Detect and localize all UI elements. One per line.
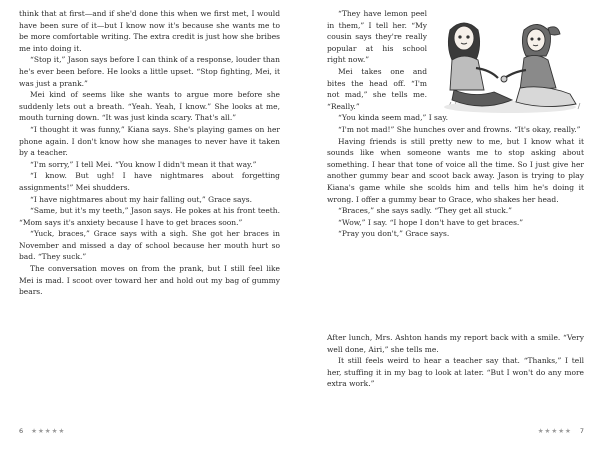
paragraph: “Pray you don't,” Grace says.: [338, 229, 450, 239]
paragraph: “Stop it,” Jason says before I can think of a response, louder than he's ever been before. He looks a little upset. “Stop fighting, Mei, it was just a prank.”: [19, 55, 280, 88]
girl-left: [448, 23, 512, 106]
gummy-bag: [501, 76, 507, 82]
paragraph: “You kinda seem mad,” I say.: [338, 113, 449, 123]
paragraph: Mei kind of seems like she wants to argue more before she suddenly lets out a breath. “Yeah. Yeah, I know.” She looks at me, mouth turning down. “It was just kinda scary. That's all.”: [19, 90, 280, 123]
page-number: 7: [579, 427, 584, 435]
paragraph: “I'm sorry,” I tell Mei. “You know I didn't mean it that way.”: [30, 159, 257, 169]
paragraph: It still feels weird to hear a teacher say that. “Thanks,” I tell her, stuffing it in my bag to look at later. “But I won't do any more extra work.”: [327, 356, 584, 389]
paragraph: The conversation moves on from the prank, but I still feel like Mei is mad. I scoot over toward her and hold out my bag of gummy bears.: [19, 264, 280, 297]
paragraph: After lunch, Mrs. Ashton hands my report back with a smile. “Very well done, Airi,” she tells me.: [327, 333, 584, 354]
paragraph: “Braces,” she says sadly. “They get all stuck.”: [338, 206, 512, 216]
paragraph: “Yuck, braces,” Grace says with a sigh. She got her braces in November and missed a day of school because her mouth hurt so bad. “They suck.”: [19, 229, 280, 262]
right-page-text-after-break: [327, 332, 584, 390]
paragraph: “I thought it was funny,” Kiana says. She's playing games on her phone again. I don't know how she manages to never have it taken by a teacher.: [19, 124, 280, 158]
paragraph: “I have nightmares about my hair falling out,” Grace says.: [30, 194, 252, 204]
paragraph: “I'm not mad!” She hunches over and frowns. “It's okay, really.”: [338, 124, 581, 134]
paragraph: “I know. But ugh! I have nightmares about forgetting assignments!” Mei shudders.: [19, 171, 280, 192]
paragraph: Mei takes one and bites the head off. “I'm not mad,” she tells me. “Really.”: [327, 66, 427, 111]
left-page-text: [19, 8, 280, 298]
paragraph: “Wow,” I say. “I hope I don't have to get braces.”: [338, 217, 524, 227]
stars-ornament: ★★★★★: [31, 427, 66, 435]
stars-ornament: ★★★★★: [537, 427, 572, 435]
paragraph: think that at first—and if she'd done this when we first met, I would have been sure of it—but I know now it's because she wants me to be more comfortable writing. The extra credit is just how she bribes me into doing it.: [19, 9, 280, 53]
footer-left: [19, 427, 65, 435]
girl-right: [501, 24, 576, 106]
paragraph: “Same, but it's my teeth,” Jason says. He pokes at his front teeth. “Mom says it's anxiety because I have to get braces soon.”: [19, 206, 280, 227]
footer-right: [538, 427, 584, 435]
illustration-two-girls: [428, 8, 588, 116]
page-number: 6: [19, 427, 24, 435]
paragraph: “They have lemon peel in them,” I tell her. “My cousin says they're really popular at his school right now.”: [327, 9, 427, 65]
paragraph: Having friends is still pretty new to me, but I know what it sounds like when someone wants me to stop asking about something. I hear that tone of voice all the time. So I just give her another gummy bear and scoot back away. Jason is trying to play Kiana's game while she scolds him and tells him he's doing it wrong. I offer a gummy bear to Grace, who shakes her head.: [327, 136, 584, 204]
